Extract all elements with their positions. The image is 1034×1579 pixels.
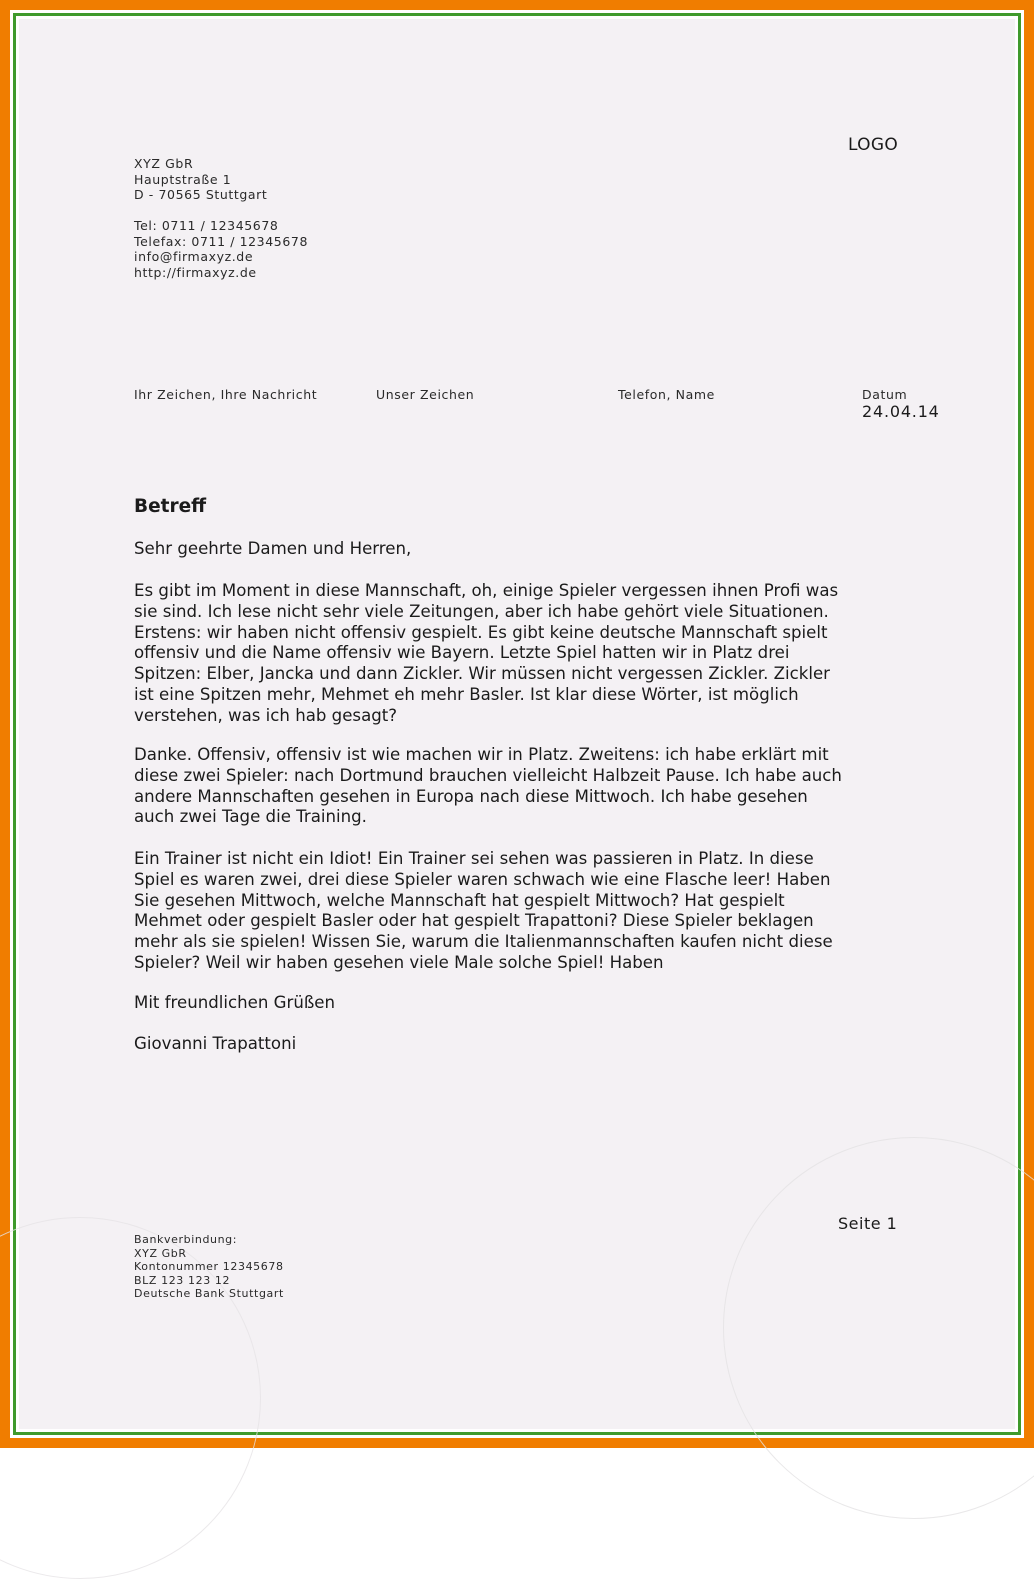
paragraph-line: Spiel es waren zwei, drei diese Spieler waren schwach wie eine Flasche leer! Haben xyxy=(134,869,831,889)
paragraph-line: Spitzen: Elber, Jancka und dann Zickler. Wir müssen nicht vergessen Zickler. Zickler xyxy=(134,664,830,684)
city-address: D - 70565 Stuttgart xyxy=(134,187,268,202)
salutation: Sehr geehrte Damen und Herren, xyxy=(134,539,412,558)
ref-unser-zeichen-label: Unser Zeichen xyxy=(376,387,475,402)
paragraph-1 xyxy=(134,581,838,727)
street-address: Hauptstraße 1 xyxy=(134,171,232,187)
subject-heading: Betreff xyxy=(134,496,207,517)
paragraph-line: Danke. Offensiv, offensiv ist wie machen wir in Platz. Zweitens: ich habe erklärt mit xyxy=(134,745,829,764)
paragraph-line: offensiv und die Name offensiv wie Bayern. Letzte Spiel hatten wir in Platz drei xyxy=(134,643,790,663)
paragraph-line: Mehmet oder gespielt Basler oder hat gespielt Trapattoni? Diese Spieler beklagen xyxy=(134,911,814,931)
paragraph-line: verstehen, was ich hab gesagt? xyxy=(134,705,398,725)
bank-blz: BLZ 123 123 12 xyxy=(134,1273,231,1287)
company-name: XYZ GbR xyxy=(134,156,194,171)
bank-company: XYZ GbR xyxy=(134,1246,187,1260)
bank-account-number: Kontonummer 12345678 xyxy=(134,1260,284,1274)
website-url: http://firmaxyz.de xyxy=(134,264,257,280)
paragraph-line: Erstens: wir haben nicht offensiv gespielt. Es gibt keine deutsche Mannschaft spielt xyxy=(134,622,828,642)
logo-placeholder: LOGO xyxy=(848,135,899,155)
letter-page xyxy=(19,19,1015,1429)
watermark-circle-decoration xyxy=(723,1137,1034,1519)
closing-phrase: Mit freundlichen Grüßen xyxy=(134,993,336,1012)
bank-title: Bankverbindung: xyxy=(134,1233,238,1246)
paragraph-line: andere Mannschaften gesehen in Europa nach diese Mittwoch. Ich habe gesehen xyxy=(134,786,808,806)
ref-telefon-name-label: Telefon, Name xyxy=(618,387,715,402)
paragraph-line: ist eine Spitzen mehr, Mehmet eh mehr Basler. Ist klar diese Wörter, ist möglich xyxy=(134,684,799,704)
paragraph-line: sie sind. Ich lese nicht sehr viele Zeitungen, aber ich habe gehört viele Situationen. xyxy=(134,601,829,621)
email-address: info@firmaxyz.de xyxy=(134,249,254,264)
date-value: 24.04.14 xyxy=(862,402,940,421)
paragraph-line: Spieler? Weil wir haben gesehen viele Male solche Spiel! Haben xyxy=(134,952,664,972)
bank-name: Deutsche Bank Stuttgart xyxy=(134,1287,284,1301)
paragraph-line: auch zwei Tage die Training. xyxy=(134,807,367,827)
telefax: Telefax: 0711 / 12345678 xyxy=(134,233,309,249)
signature-name: Giovanni Trapattoni xyxy=(134,1034,297,1053)
paragraph-line: Ein Trainer ist nicht ein Idiot! Ein Trainer sei sehen was passieren in Platz. In diese xyxy=(134,849,814,868)
telephone: Tel: 0711 / 12345678 xyxy=(134,218,279,233)
paragraph-line: diese zwei Spieler: nach Dortmund brauchen vielleicht Halbzeit Pause. Ich habe auch xyxy=(134,765,842,785)
bank-details-block xyxy=(134,1233,284,1301)
paragraph-2 xyxy=(134,745,842,828)
paragraph-line: Sie gesehen Mittwoch, welche Mannschaft hat gespielt Mittwoch? Hat gespielt xyxy=(134,890,785,910)
paragraph-line: mehr als sie spielen! Wissen Sie, warum die Italienmannschaften kaufen nicht diese xyxy=(134,932,833,952)
ref-datum-label: Datum xyxy=(862,387,908,402)
paragraph-line: Es gibt im Moment in diese Mannschaft, oh, einige Spieler vergessen ihnen Profi was xyxy=(134,581,839,600)
sender-address-block xyxy=(134,156,308,280)
page-number: Seite 1 xyxy=(838,1214,898,1233)
paragraph-3 xyxy=(134,849,833,974)
ref-ihr-zeichen-label: Ihr Zeichen, Ihre Nachricht xyxy=(134,387,318,402)
